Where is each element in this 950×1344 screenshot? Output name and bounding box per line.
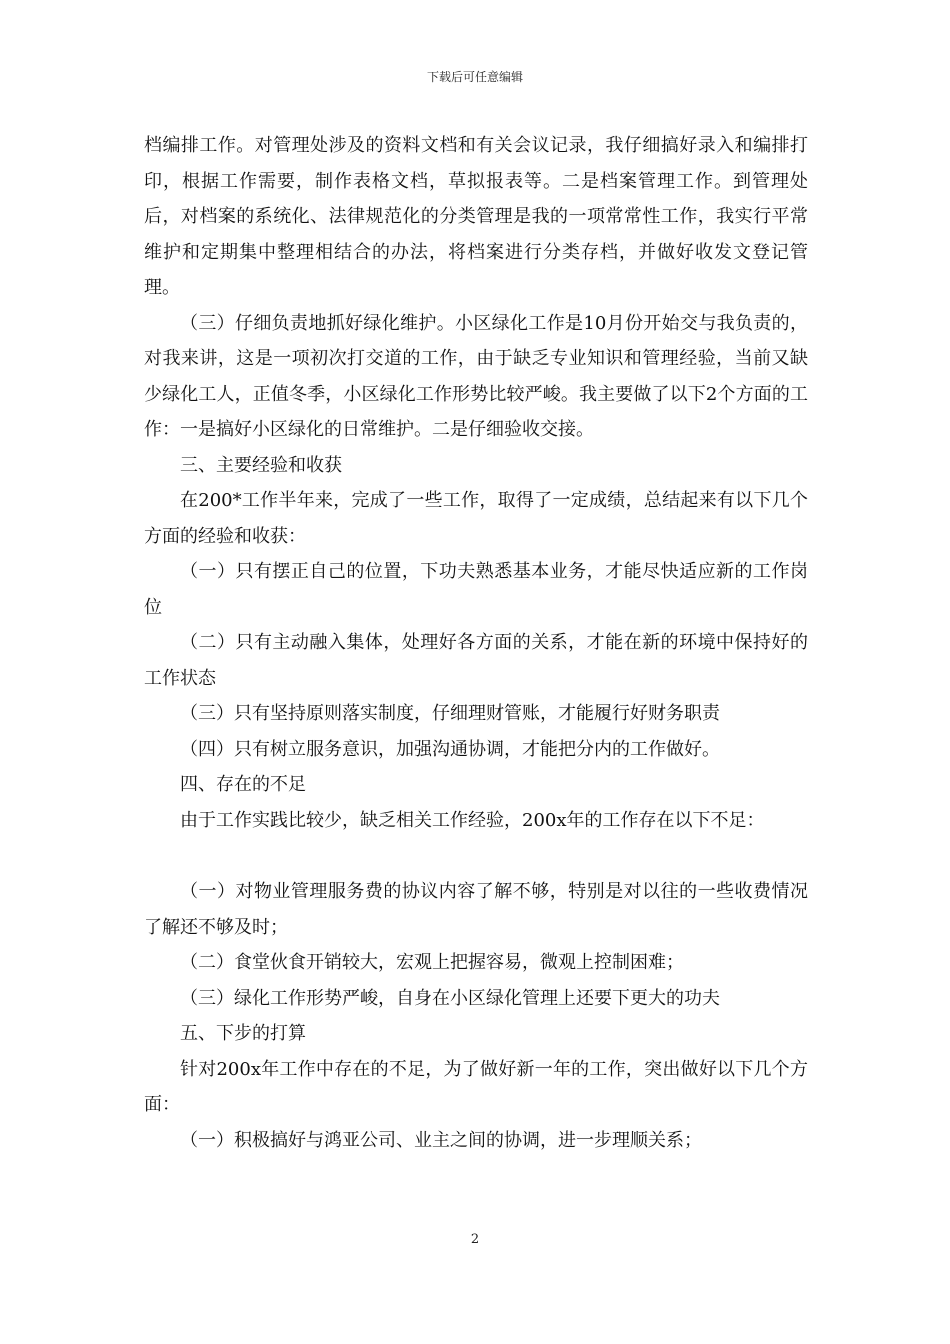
list-item-experience-4: （四）只有树立服务意识，加强沟通协调，才能把分内的工作做好。 [180, 738, 720, 760]
list-item-next-step-1: （一）积极搞好与鸿亚公司、业主之间的协调，进一步理顺关系； [180, 1129, 702, 1151]
list-item-experience-1: （一）只有摆正自己的位置，下功夫熟悉基本业务，才能尽快适应新的工作岗位 [144, 561, 808, 618]
document-body [144, 128, 808, 1158]
list-item-experience-2: （二）只有主动融入集体，处理好各方面的关系，才能在新的环境中保持好的工作状态 [144, 632, 808, 689]
page-header: 下载后可任意编辑 [426, 70, 523, 84]
paragraph-experience-intro: 在200*工作半年来，完成了一些工作，取得了一定成绩，总结起来有以下几个方面的经验和收获： [144, 490, 808, 547]
section-heading-experience: 三、主要经验和收获 [180, 454, 342, 476]
paragraph-next-steps-intro: 针对200x年工作中存在的不足，为了做好新一年的工作，突出做好以下几个方面： [144, 1058, 808, 1115]
list-item-shortcoming-2: （二）食堂伙食开销较大，宏观上把握容易，微观上控制困难； [180, 952, 684, 973]
list-item-experience-3: （三）只有坚持原则落实制度，仔细理财管账，才能履行好财务职责 [180, 703, 720, 724]
paragraph-shortcomings-intro: 由于工作实践比较少，缺乏相关工作经验，200x年的工作存在以下不足： [180, 809, 765, 831]
list-item-shortcoming-1: （一）对物业管理服务费的协议内容了解不够，特别是对以往的一些收费情况了解还不够及时； [144, 881, 808, 938]
section-heading-shortcomings: 四、存在的不足 [180, 774, 306, 795]
page-number: 2 [470, 1232, 480, 1247]
list-item-shortcoming-3: （三）绿化工作形势严峻，自身在小区绿化管理上还要下更大的功夫 [180, 987, 720, 1009]
paragraph-greening-maintenance: （三）仔细负责地抓好绿化维护。小区绿化工作是10月份开始交与我负责的，对我来讲，这是一项初次打交道的工作，由于缺乏专业知识和管理经验，当前又缺少绿化工人，正值冬季，小区绿化工作形势比较严峻。我主要做了以下2个方面的工作：一是搞好小区绿化的日常维护。二是仔细验收交接。 [144, 312, 808, 440]
section-heading-next-steps: 五、下步的打算 [180, 1023, 306, 1044]
paragraph-archive-management: 档编排工作。对管理处涉及的资料文档和有关会议记录，我仔细搞好录入和编排打印，根据工作需要，制作表格文档，草拟报表等。二是档案管理工作。到管理处后，对档案的系统化、法律规范化的分类管理是我的一项常常性工作，我实行平常维护和定期集中整理相结合的办法，将档案进行分类存档，并做好收发文登记管理。 [144, 135, 808, 298]
